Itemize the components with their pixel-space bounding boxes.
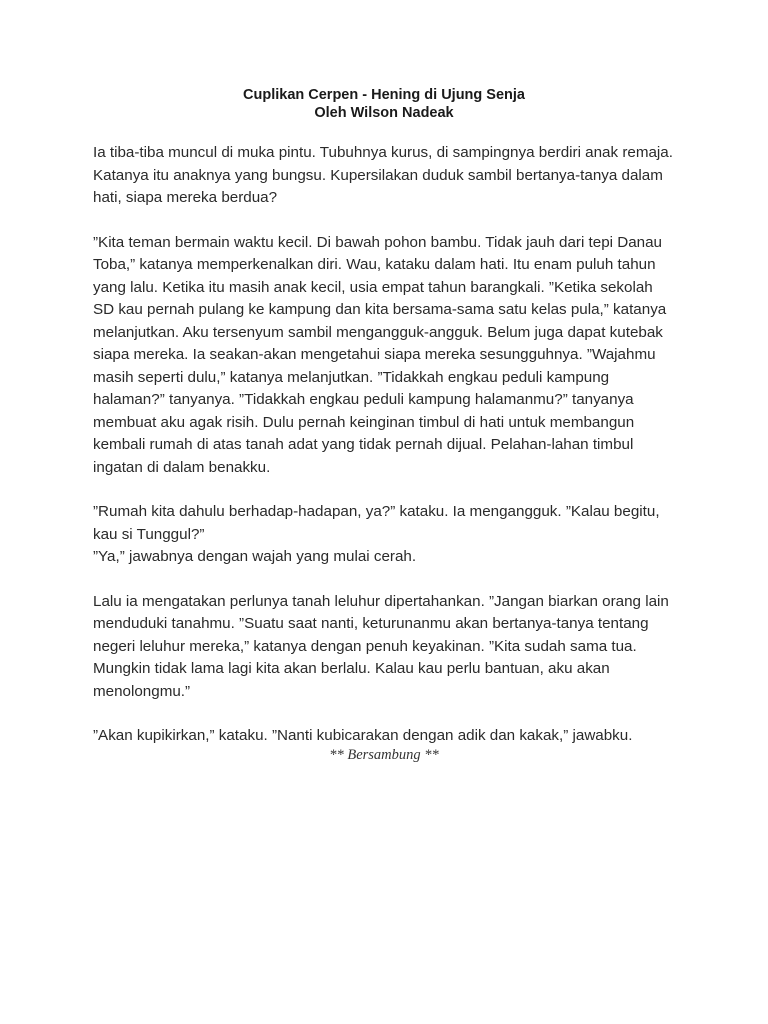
paragraph: ”Rumah kita dahulu berhadap-hadapan, ya?” kataku. Ia mengangguk. ”Kalau begitu, kau si Tunggul?”: [93, 503, 660, 543]
closing-note: ** Bersambung **: [329, 747, 439, 763]
paragraph: ”Akan kupikirkan,” kataku. ”Nanti kubicarakan dengan adik dan kakak,” jawabku.: [93, 727, 633, 744]
document-body: [93, 142, 678, 770]
paragraph: ”Ya,” jawabnya dengan wajah yang mulai cerah.: [93, 548, 417, 565]
document-author: Oleh Wilson Nadeak: [314, 105, 454, 121]
paragraph: ”Kita teman bermain waktu kecil. Di bawah pohon bambu. Tidak jauh dari tepi Danau Toba,” katanya memperkenalkan diri. Wau, kataku dalam hati. Itu enam puluh tahun yang lalu. Ketika itu masih anak kecil, usia empat tahun barangkali. ”Ketika sekolah SD kau pernah pulang ke kampung dan kita bersama-sama satu kelas pula,” katanya melanjutkan. Aku tersenyum sambil mengangguk-angguk. Belum juga dapat kutebak siapa mereka. Ia seakan-akan mengetahui siapa mereka sesungguhnya. ”Wajahmu masih seperti dulu,” katanya melanjutkan. ”Tidakkah engkau peduli kampung halaman?” tanyanya. ”Tidakkah engkau peduli kampung halamanmu?” tanyanya membuat aku agak risih. Dulu pernah keinginan timbul di hati untuk membangun kembali rumah di atas tanah adat yang tidak pernah dijual. Pelahan-lahan timbul ingatan di dalam benakku.: [93, 233, 667, 476]
paragraph: Lalu ia mengatakan perlunya tanah leluhur dipertahankan. ”Jangan biarkan orang lain menduduki tanahmu. ”Suatu saat nanti, keturunanmu akan bertanya-tanya tentang negeri leluhur mereka,” katanya dengan penuh keyakinan. ”Kita sudah sama tua. Mungkin tidak lama lagi kita akan berlalu. Kalau kau perlu bantuan, aku akan menolongmu.”: [93, 592, 669, 700]
document-title: Cuplikan Cerpen - Hening di Ujung Senja: [243, 87, 525, 103]
document-header: [0, 86, 768, 122]
paragraph: Ia tiba-tiba muncul di muka pintu. Tubuhnya kurus, di sampingnya berdiri anak remaja. Katanya itu anaknya yang bungsu. Kupersilakan duduk sambil bertanya-tanya dalam hati, siapa mereka berdua?: [93, 144, 673, 206]
